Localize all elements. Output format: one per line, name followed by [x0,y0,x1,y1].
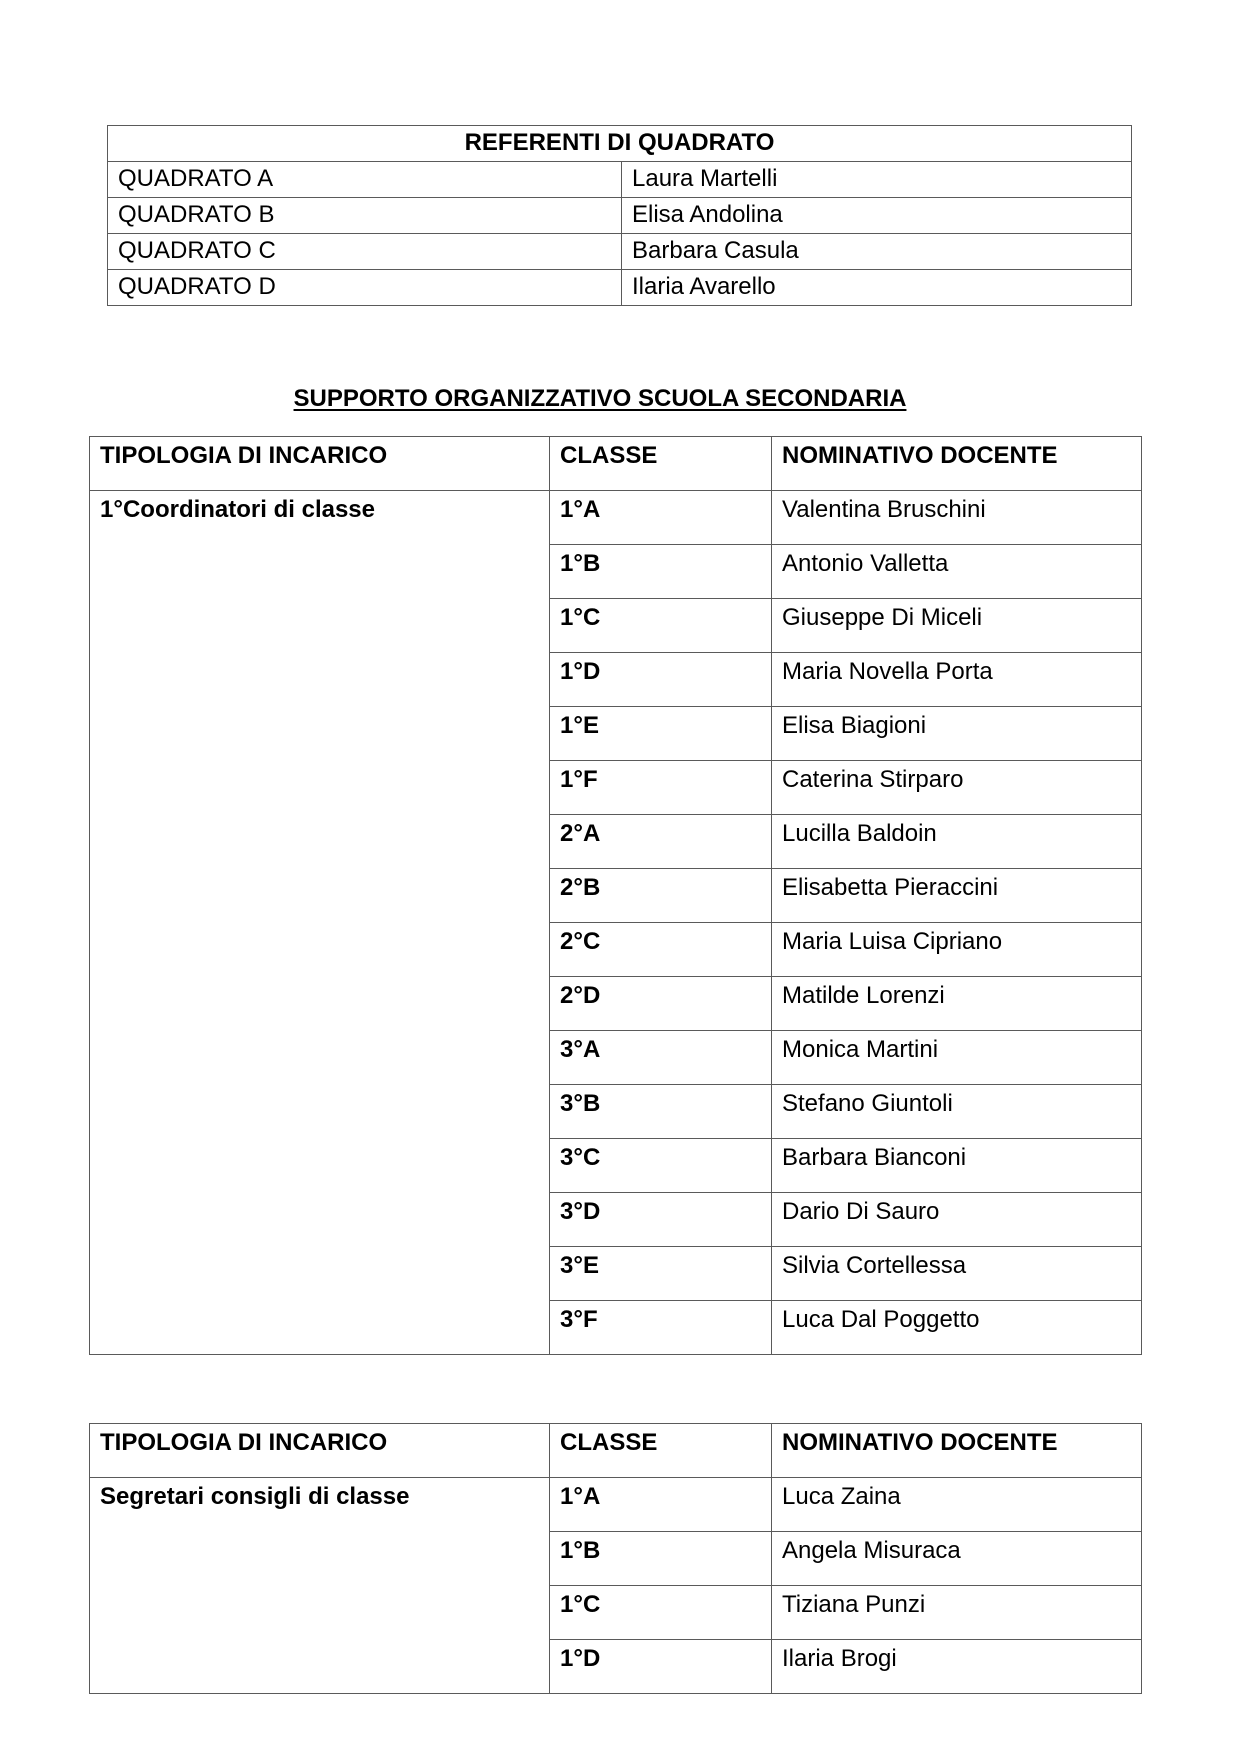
referente-cell: Elisa Andolina [622,198,1132,234]
docente-cell: Silvia Cortellessa [772,1247,1142,1301]
table-row [108,198,1132,234]
classe-cell: 3°E [550,1247,772,1301]
docente-cell: Angela Misuraca [772,1532,1142,1586]
classe-cell: 3°B [550,1085,772,1139]
docente-cell: Dario Di Sauro [772,1193,1142,1247]
header-tipologia: TIPOLOGIA DI INCARICO [90,1424,550,1478]
table-row [90,491,1142,545]
classe-cell: 2°D [550,977,772,1031]
docente-cell: Elisabetta Pieraccini [772,869,1142,923]
docente-cell: Antonio Valletta [772,545,1142,599]
referenti-title: REFERENTI DI QUADRATO [108,126,1132,162]
classe-cell: 1°F [550,761,772,815]
docente-cell: Valentina Bruschini [772,491,1142,545]
classe-cell: 3°A [550,1031,772,1085]
docente-cell: Luca Dal Poggetto [772,1301,1142,1355]
table-row [108,162,1132,198]
referente-cell: Barbara Casula [622,234,1132,270]
docente-cell: Tiziana Punzi [772,1586,1142,1640]
quadrato-cell: QUADRATO C [108,234,622,270]
section-title: SUPPORTO ORGANIZZATIVO SCUOLA SECONDARIA [293,385,907,412]
classe-cell: 1°E [550,707,772,761]
segretari-table [89,1423,1142,1694]
docente-cell: Barbara Bianconi [772,1139,1142,1193]
classe-cell: 1°C [550,1586,772,1640]
header-docente: NOMINATIVO DOCENTE [772,437,1142,491]
tipologia-cell: Segretari consigli di classe [90,1478,550,1694]
classe-cell: 1°B [550,1532,772,1586]
classe-cell: 1°A [550,491,772,545]
coordinatori-header-row [90,437,1142,491]
classe-cell: 1°D [550,653,772,707]
quadrato-cell: QUADRATO B [108,198,622,234]
classe-cell: 1°B [550,545,772,599]
segretari-header-row [90,1424,1142,1478]
header-classe: CLASSE [550,437,772,491]
header-tipologia: TIPOLOGIA DI INCARICO [90,437,550,491]
table-row [90,1478,1142,1532]
classe-cell: 2°C [550,923,772,977]
classe-cell: 3°C [550,1139,772,1193]
docente-cell: Maria Novella Porta [772,653,1142,707]
referente-cell: Laura Martelli [622,162,1132,198]
quadrato-cell: QUADRATO D [108,270,622,306]
docente-cell: Elisa Biagioni [772,707,1142,761]
docente-cell: Luca Zaina [772,1478,1142,1532]
docente-cell: Matilde Lorenzi [772,977,1142,1031]
header-docente: NOMINATIVO DOCENTE [772,1424,1142,1478]
docente-cell: Lucilla Baldoin [772,815,1142,869]
classe-cell: 3°D [550,1193,772,1247]
table-row [108,270,1132,306]
classe-cell: 1°D [550,1640,772,1694]
docente-cell: Ilaria Brogi [772,1640,1142,1694]
coordinatori-table [89,436,1142,1355]
classe-cell: 2°A [550,815,772,869]
tipologia-cell: 1°Coordinatori di classe [90,491,550,1355]
referenti-table [107,125,1132,306]
quadrato-cell: QUADRATO A [108,162,622,198]
classe-cell: 2°B [550,869,772,923]
classe-cell: 1°A [550,1478,772,1532]
docente-cell: Maria Luisa Cipriano [772,923,1142,977]
referente-cell: Ilaria Avarello [622,270,1132,306]
docente-cell: Monica Martini [772,1031,1142,1085]
docente-cell: Stefano Giuntoli [772,1085,1142,1139]
docente-cell: Caterina Stirparo [772,761,1142,815]
classe-cell: 1°C [550,599,772,653]
classe-cell: 3°F [550,1301,772,1355]
header-classe: CLASSE [550,1424,772,1478]
table-row [108,234,1132,270]
referenti-header-row [108,126,1132,162]
docente-cell: Giuseppe Di Miceli [772,599,1142,653]
